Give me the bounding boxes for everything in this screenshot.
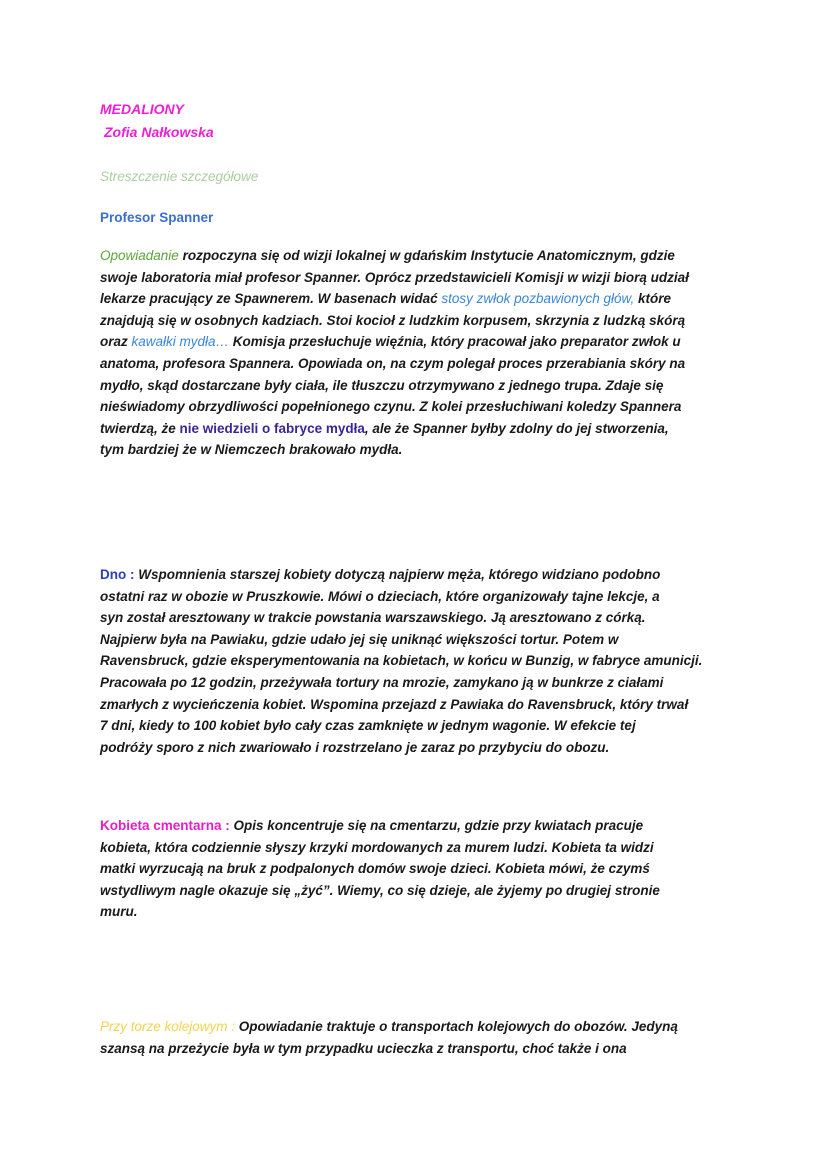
highlight: nie wiedzieli o fabryce mydła [179, 420, 365, 436]
subtitle: Streszczenie szczegółowe [100, 169, 259, 184]
paragraph-dno [100, 564, 702, 758]
text: , ale że Spanner byłby zdolny do jej stworzenia, [364, 420, 669, 436]
text: Najpierw była na Pawiaku, gdzie udało jej się uniknąć większości tortur. Potem w [100, 631, 619, 647]
text: Ravensbruck, gdzie eksperymentowania na kobietach, w końcu w Bunzig, w fabryce amunicji. [100, 653, 703, 669]
text: 7 dni, kiedy to 100 kobiet było cały czas zamknięte w jednym wagonie. W efekcie tej [100, 718, 636, 734]
text: matki wyrzucają na bruk z podpalonych domów swoje dzieci. Kobieta mówi, że czymś [100, 861, 650, 877]
text: znajdują się w osobnych kadziach. Stoi kocioł z ludzkim korpusem, skrzynia z ludzką skórą [100, 312, 686, 328]
text: mydło, skąd dostarczane były ciała, ile tłuszczu otrzymywano z jednego trupa. Zdaje się [100, 377, 664, 393]
text: tym bardziej że w Niemczech brakowało mydła. [100, 442, 403, 458]
document-title: MEDALIONY [100, 101, 184, 117]
text: ostatni raz w obozie w Pruszkowie. Mówi o dzieciach, które organizowały tajne lekcje, a [100, 588, 660, 604]
text: swoje laboratoria miał profesor Spanner. Oprócz przedstawicieli Komisji w wizji biorą udział [100, 269, 689, 285]
lead-word: Przy torze kolejowym : [100, 1019, 236, 1034]
paragraph-przy-torze-kolejowym [100, 1016, 678, 1059]
text: syn został aresztowany w trakcie powstania warszawskiego. Ją aresztowano z córką. [100, 610, 646, 626]
lead-word: Dno : [100, 567, 135, 582]
text: Komisja przesłuchuje więźnia, który pracował jako preparator zwłok u [229, 334, 681, 350]
paragraph-kobieta-cmentarna [100, 815, 660, 923]
text: Opis koncentruje się na cmentarzu, gdzie przy kwiatach pracuje [229, 818, 644, 833]
lead-word: Kobieta cmentarna : [100, 818, 230, 833]
text: zmarłych z wycieńczenia kobiet. Wspomina przejazd z Pawiaka do Ravensbruck, który trwał [100, 696, 689, 712]
highlight: kawałki mydła… [131, 334, 230, 350]
text: Pracowała po 12 godzin, przeżywała tortury na mrozie, zamykano ją w bunkrze z ciałami [100, 674, 664, 690]
section-title: Profesor Spanner [100, 210, 214, 225]
text: rozpoczyna się od wizji lokalnej w gdańskim Instytucie Anatomicznym, gdzie [178, 248, 675, 263]
author: Zofia Nałkowska [104, 124, 214, 140]
text: Wspomnienia starszej kobiety dotyczą najpierw męża, którego widziano podobno [134, 567, 661, 582]
text: muru. [100, 904, 138, 920]
text: podróży sporo z nich zwariowało i rozstrzelano je zaraz po przybyciu do obozu. [100, 739, 610, 755]
highlight: stosy zwłok pozbawionych głów, [441, 291, 635, 307]
text: szansą na przeżycie była w tym przypadku ucieczka z transportu, choć także i ona [100, 1040, 627, 1056]
text: które [634, 291, 672, 307]
text: lekarze pracujący ze Spawnerem. W basenach widać [100, 291, 442, 307]
text: kobieta, która codziennie słyszy krzyki mordowanych za murem ludzi. Kobieta ta widzi [100, 839, 654, 855]
text: oraz [100, 334, 132, 350]
text: Opowiadanie traktuje o transportach kolejowych do obozów. Jedyną [235, 1019, 678, 1034]
text: anatoma, profesora Spannera. Opowiada on, na czym polegał proces przerabiania skóry na [100, 355, 686, 371]
text: nieświadomy obrzydliwości popełnionego czynu. Z kolei przesłuchiwani koledzy Spannera [100, 399, 682, 415]
lead-word: Opowiadanie [100, 248, 179, 263]
text: wstydliwym nagle okazuje się „żyć”. Wiemy, co się dzieje, ale żyjemy po drugiej stronie [100, 882, 660, 898]
paragraph-profesor-spanner [100, 245, 689, 461]
text: twierdzą, że [100, 420, 180, 436]
